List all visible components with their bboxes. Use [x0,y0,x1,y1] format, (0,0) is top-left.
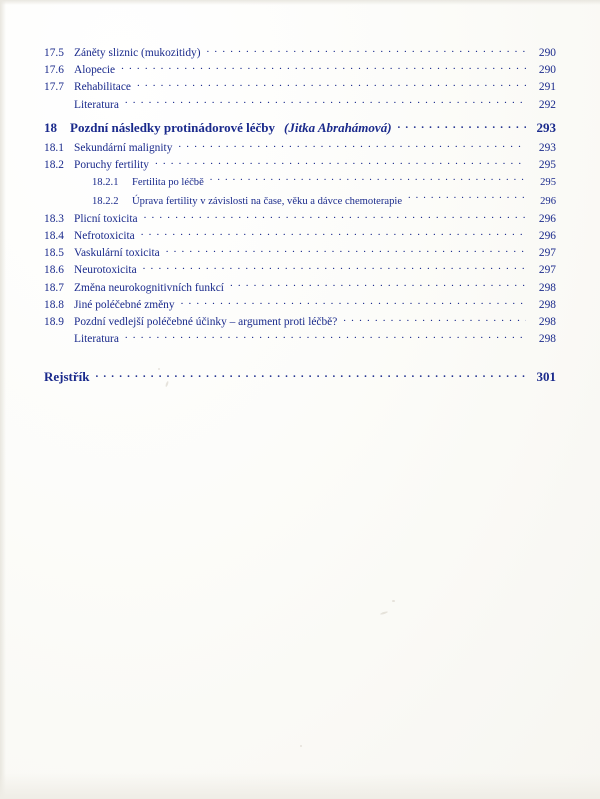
leader-dots [343,313,526,325]
leader-dots [143,261,526,273]
toc-entry[interactable] [44,227,556,244]
toc-entry-page-number: 291 [538,81,556,94]
toc-entry-title: Záněty sliznic (mukozitidy) [74,47,201,59]
toc-entry-title: Úprava fertility v závislosti na čase, věku a dávce chemoterapie [132,195,403,207]
toc-entry-title: Nefrotoxicita [74,230,135,243]
leader-dots [96,369,527,381]
toc-entry-author: (Jitka Abrahámová) [284,119,392,135]
scan-edge-bottom [0,773,600,799]
toc-entry[interactable] [44,96,556,113]
toc-entry-number: 18.3 [44,212,64,225]
toc-entry-index[interactable] [44,369,556,385]
toc-entry[interactable] [44,330,556,347]
toc-entry[interactable] [44,78,556,95]
toc-entry-page-number: 298 [538,281,556,294]
toc-entry-page-number: 290 [538,47,556,59]
toc-entry[interactable] [44,313,556,330]
toc-entry-title: Jiné poléčebné změny [74,298,175,311]
leader-dots [166,244,526,256]
toc-entry-page-number: 297 [538,264,556,277]
toc-entry-number: 18.2 [44,159,64,172]
leader-dots [181,296,526,308]
toc-entry[interactable] [44,244,556,261]
scan-speck [300,745,302,747]
leader-dots [155,156,526,168]
leader-dots [121,61,526,73]
toc-entry-title: Změna neurokognitivních funkcí [74,281,224,294]
table-of-contents [44,44,556,386]
toc-entry-page-number: 298 [538,333,556,346]
toc-entry-page-number: 290 [538,64,556,77]
toc-entry-number: 18.5 [44,247,64,260]
toc-entry-page-number: 293 [538,142,556,155]
toc-entry-title: Literatura [74,98,119,111]
leader-dots [144,210,526,222]
leader-dots [125,96,526,108]
toc-entry-title: Alopecie [74,64,116,77]
scan-speck [392,600,395,602]
toc-entry-title: Poruchy fertility [74,159,149,172]
leader-dots [398,120,526,132]
toc-entry-title: Vaskulární toxicita [74,247,160,260]
scan-speck [380,611,388,615]
leader-dots [207,44,526,56]
toc-entry[interactable] [44,192,556,210]
toc-entry-page-number: 293 [536,119,556,135]
leader-dots [125,330,526,342]
leader-dots [210,173,526,185]
toc-entry-number: 17.6 [44,64,64,77]
toc-entry-number: 18.7 [44,281,64,294]
leader-dots [137,78,526,90]
leader-dots [230,279,526,291]
toc-entry-page-number: 298 [538,298,556,311]
toc-entry[interactable] [44,61,556,78]
toc-entry-title: Plicní toxicita [74,212,138,225]
toc-entry-number: 18.6 [44,264,64,277]
toc-entry-page-number: 296 [540,195,556,207]
toc-entry-page-number: 295 [538,159,556,172]
toc-entry-number: 18.9 [44,316,64,329]
toc-entry[interactable] [44,156,556,173]
leader-dots [178,139,526,151]
toc-entry[interactable] [44,210,556,227]
toc-entry-page-number: 298 [538,316,556,329]
toc-entry[interactable] [44,261,556,278]
scan-edge-left [0,0,6,799]
toc-entry-number: 18.4 [44,230,64,243]
toc-entry[interactable] [44,139,556,156]
leader-dots [408,192,526,204]
toc-entry-page-number: 296 [538,230,556,243]
toc-entry-title: Rehabilitace [74,81,131,94]
toc-entry-number: 17.5 [44,47,64,59]
toc-entry-title: Neurotoxicita [74,264,137,277]
toc-entry[interactable] [44,279,556,296]
toc-entry-title: Pozdní vedlejší poléčebné účinky – argument proti léčbě? [74,316,338,329]
toc-entry-title: Fertilita po léčbě [132,177,204,189]
toc-entry[interactable] [44,44,556,61]
toc-entry[interactable] [44,173,556,191]
toc-entry[interactable] [44,120,556,136]
toc-entry-page-number: 292 [538,98,556,111]
toc-entry-number: 18.2.2 [92,195,119,207]
toc-entry-page-number: 297 [538,247,556,260]
toc-entry[interactable] [44,296,556,313]
index-title: Rejstřík [44,369,90,385]
toc-entry-number: 17.7 [44,81,64,94]
scan-edge-top [0,0,600,5]
toc-entry-list [44,44,556,347]
toc-entry-number: 18.2.1 [92,177,119,189]
toc-entry-number: 18.8 [44,298,64,311]
index-page-number: 301 [536,369,556,385]
toc-entry-page-number: 295 [540,177,556,189]
toc-entry-title: Pozdní následky protinádorové léčby [70,119,276,135]
toc-entry-title: Sekundární malignity [74,142,173,155]
leader-dots [141,227,526,239]
toc-entry-number: 18.1 [44,142,64,155]
toc-entry-page-number: 296 [538,212,556,225]
toc-entry-number: 18 [44,119,57,135]
toc-entry-title: Literatura [74,333,119,346]
